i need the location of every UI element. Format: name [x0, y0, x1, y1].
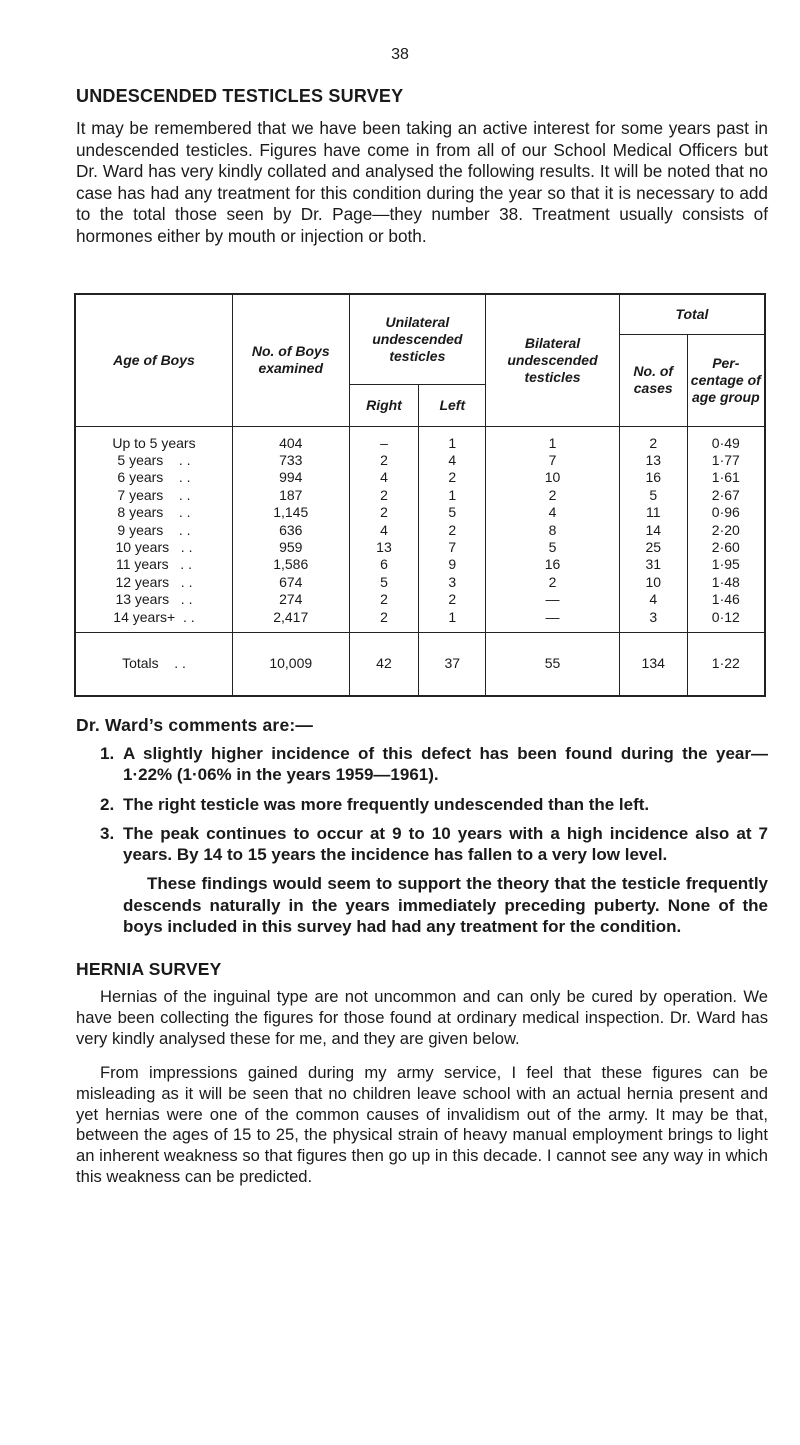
cell-cases: 14 — [619, 522, 687, 539]
cell-cases: 134 — [619, 632, 687, 696]
cell-bilateral: 55 — [486, 632, 620, 696]
cell-bilateral: 2 — [486, 487, 620, 504]
section-title-undescended: UNDESCENDED TESTICLES SURVEY — [76, 86, 404, 106]
header-age: Age of Boys — [75, 294, 232, 426]
cell-percentage: 0·49 — [687, 426, 765, 452]
header-examined: No. of Boys examined — [232, 294, 349, 426]
comments-list — [100, 743, 768, 937]
cell-examined: 959 — [232, 539, 349, 556]
cell-left: 1 — [419, 487, 486, 504]
cell-right: 2 — [349, 504, 419, 521]
cell-examined: 733 — [232, 452, 349, 469]
cell-percentage: 1·22 — [687, 632, 765, 696]
cell-percentage: 2·60 — [687, 539, 765, 556]
cell-totals-label: Totals . . — [75, 632, 232, 696]
list-item — [100, 823, 768, 866]
cell-examined: 674 — [232, 574, 349, 591]
intro-paragraph: It may be remembered that we have been taking an active interest for some years past in undescended testicles. Figures have come in from all of our School Medical Officers but Dr. Ward has very kindly collated and analysed the following results. It will be noted that no case has had any treatment for this condition during the year so that it is necessary to add to the total those seen by Dr. Page—they number 38. Treatment usually consists of hormones either by mouth or injection or both. — [76, 118, 768, 246]
cell-right: 2 — [349, 591, 419, 608]
cell-bilateral: 8 — [486, 522, 620, 539]
cell-left: 1 — [419, 426, 486, 452]
cell-right: 4 — [349, 469, 419, 486]
cell-right: 6 — [349, 556, 419, 573]
undescended-testicles-table — [74, 293, 766, 697]
cell-cases: 4 — [619, 591, 687, 608]
hernia-paragraph-2: From impressions gained during my army service, I feel that these figures can be misleading as it will be seen that no children leave school with an actual hernia present and yet hernias were one of the common causes of invalidism out of the army. It may be that, between the ages of 15 to 25, the physical strain of heavy manual employment brings to light an inherent weakness so that figures then go up in this decade. I cannot see any way in which this weakness can be predicted. — [76, 1063, 768, 1186]
table-row — [75, 426, 765, 452]
table-row — [75, 487, 765, 504]
totals-row — [75, 632, 765, 696]
cell-bilateral: 4 — [486, 504, 620, 521]
table-row — [75, 591, 765, 608]
cell-age: 6 years . . — [75, 469, 232, 486]
cell-examined: 994 — [232, 469, 349, 486]
cell-cases: 2 — [619, 426, 687, 452]
cell-bilateral: 5 — [486, 539, 620, 556]
cell-left: 2 — [419, 469, 486, 486]
header-bilateral: Bilateral undescended testicles — [486, 294, 620, 426]
cell-bilateral: — — [486, 591, 620, 608]
cell-left: 3 — [419, 574, 486, 591]
comments-intro: Dr. Ward’s comments are:— — [76, 715, 314, 735]
cell-right: 2 — [349, 609, 419, 633]
cell-cases: 25 — [619, 539, 687, 556]
cell-examined: 404 — [232, 426, 349, 452]
cell-bilateral: 1 — [486, 426, 620, 452]
cell-left: 9 — [419, 556, 486, 573]
list-item-text: The right testicle was more frequently undescended than the left. — [123, 794, 650, 814]
cell-left: 1 — [419, 609, 486, 633]
cell-percentage: 1·95 — [687, 556, 765, 573]
cell-cases: 16 — [619, 469, 687, 486]
cell-right: – — [349, 426, 419, 452]
cell-bilateral: 2 — [486, 574, 620, 591]
cell-bilateral: 7 — [486, 452, 620, 469]
cell-right: 13 — [349, 539, 419, 556]
hernia-paragraph-1: Hernias of the inguinal type are not uncommon and can only be cured by operation. We have been collecting the figures for those found at ordinary medical inspection. Dr. Ward has very kindly analysed these for me, and they are given below. — [76, 987, 768, 1048]
header-percentage: Per- centage of age group — [687, 334, 765, 426]
section-title-hernia: HERNIA SURVEY — [76, 959, 222, 979]
cell-examined: 10,009 — [232, 632, 349, 696]
list-item-number: 2. — [100, 794, 115, 814]
table-row — [75, 504, 765, 521]
cell-bilateral: 10 — [486, 469, 620, 486]
list-item — [100, 743, 768, 786]
cell-age: 8 years . . — [75, 504, 232, 521]
cell-cases: 10 — [619, 574, 687, 591]
cell-age: Up to 5 years — [75, 426, 232, 452]
table-row — [75, 556, 765, 573]
cell-percentage: 1·61 — [687, 469, 765, 486]
table-row — [75, 469, 765, 486]
cell-right: 42 — [349, 632, 419, 696]
list-item-text: The peak continues to occur at 9 to 10 years with a high incidence also at 7 years. By 14 to 15 years the incidence has fallen to a very low level. — [123, 823, 768, 864]
findings-paragraph: These findings would seem to support the theory that the testicle frequently descends naturally in the years immediately preceding puberty. None of the boys included in this survey had had any treatment for the condition. — [123, 874, 768, 936]
cell-cases: 13 — [619, 452, 687, 469]
header-right: Right — [349, 384, 419, 426]
cell-right: 4 — [349, 522, 419, 539]
cell-left: 7 — [419, 539, 486, 556]
header-unilateral: Unilateral undescended testicles — [349, 294, 486, 384]
cell-left: 4 — [419, 452, 486, 469]
cell-right: 2 — [349, 487, 419, 504]
cell-age: 11 years . . — [75, 556, 232, 573]
table-row — [75, 452, 765, 469]
cell-examined: 187 — [232, 487, 349, 504]
cell-cases: 31 — [619, 556, 687, 573]
cell-right: 2 — [349, 452, 419, 469]
table-row — [75, 522, 765, 539]
cell-right: 5 — [349, 574, 419, 591]
cell-examined: 1,586 — [232, 556, 349, 573]
cell-age: 9 years . . — [75, 522, 232, 539]
cell-percentage: 1·77 — [687, 452, 765, 469]
cell-age: 12 years . . — [75, 574, 232, 591]
cell-percentage: 1·46 — [687, 591, 765, 608]
list-item-text: A slightly higher incidence of this defect has been found during the year—1·22% (1·06% in the years 1959—1961). — [123, 744, 768, 785]
cell-bilateral: — — [486, 609, 620, 633]
cell-cases: 3 — [619, 609, 687, 633]
cell-cases: 5 — [619, 487, 687, 504]
header-left: Left — [419, 384, 486, 426]
cell-age: 7 years . . — [75, 487, 232, 504]
cell-cases: 11 — [619, 504, 687, 521]
cell-examined: 1,145 — [232, 504, 349, 521]
table-row — [75, 574, 765, 591]
list-item-number: 3. — [100, 823, 115, 843]
cell-left: 2 — [419, 591, 486, 608]
page-number: 38 — [391, 46, 409, 63]
cell-percentage: 2·20 — [687, 522, 765, 539]
cell-age: 13 years . . — [75, 591, 232, 608]
cell-percentage: 0·96 — [687, 504, 765, 521]
cell-age: 10 years . . — [75, 539, 232, 556]
cell-examined: 274 — [232, 591, 349, 608]
table-row — [75, 539, 765, 556]
cell-examined: 636 — [232, 522, 349, 539]
cell-bilateral: 16 — [486, 556, 620, 573]
cell-age: 14 years+ . . — [75, 609, 232, 633]
cell-percentage: 0·12 — [687, 609, 765, 633]
table-row — [75, 609, 765, 633]
header-total: Total — [619, 294, 765, 334]
list-item — [100, 794, 768, 815]
cell-percentage: 1·48 — [687, 574, 765, 591]
list-item-number: 1. — [100, 744, 115, 763]
cell-age: 5 years . . — [75, 452, 232, 469]
cell-percentage: 2·67 — [687, 487, 765, 504]
cell-left: 5 — [419, 504, 486, 521]
cell-left: 2 — [419, 522, 486, 539]
cell-left: 37 — [419, 632, 486, 696]
cell-examined: 2,417 — [232, 609, 349, 633]
header-cases: No. of cases — [619, 334, 687, 426]
